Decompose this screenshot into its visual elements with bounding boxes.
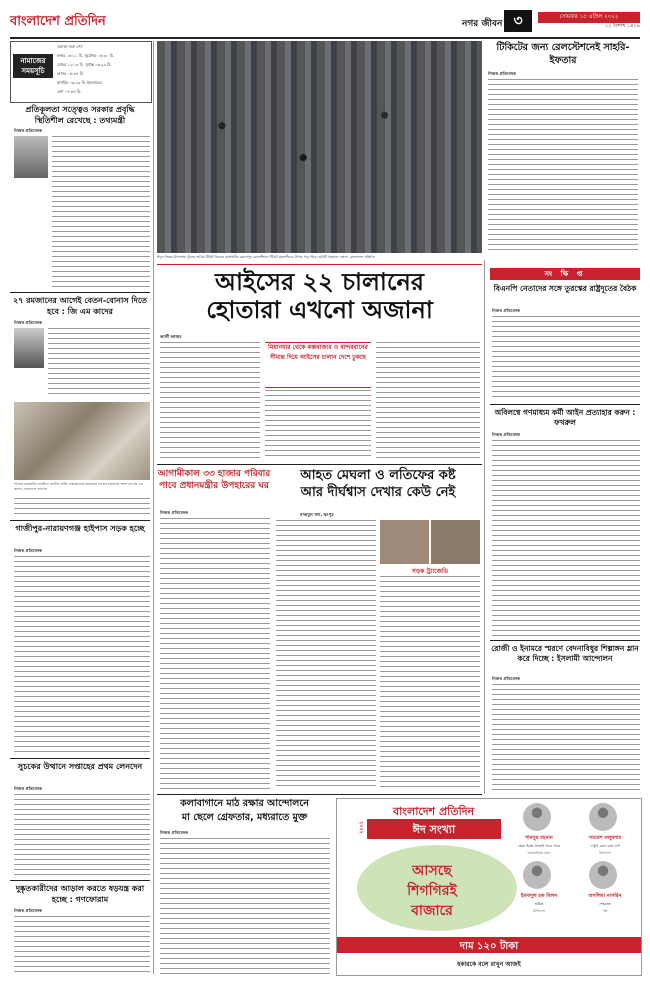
author-work: অর্চিত — [534, 902, 544, 906]
ad-title: ঈদ সংখ্যা — [412, 823, 456, 836]
article-body — [265, 390, 371, 460]
author-work: এখুনি বলে গুপ্ত দর্শে — [590, 844, 620, 848]
prayer-header: ওয়াক্ত শুরু শেষ — [57, 44, 83, 49]
prayer-box — [10, 41, 152, 103]
lead-headline: আইসের ২২ চালানের — [214, 268, 425, 296]
article-headline: সুচকের উত্থানে সপ্তাহের প্রথম লেনদেন — [17, 762, 143, 771]
byline: নিজস্ব প্রতিবেদক — [492, 432, 521, 437]
masthead — [10, 10, 640, 36]
story-tag: সড়ক ট্র্যাজেডি — [411, 568, 449, 575]
article-body — [492, 684, 640, 790]
ad-tagline: শিগগিরই — [407, 883, 457, 899]
author-photo — [523, 803, 551, 831]
article-body — [14, 556, 150, 754]
article-body — [376, 342, 480, 460]
article-headline: দুষ্কৃতকারীদের আড়াল করতে ষড়যন্ত্র করা হচ্ছে : গণফোরাম — [15, 884, 145, 904]
article-body — [52, 136, 150, 288]
pull-quote: মিয়ানমার থেকে কক্সবাজার ও বান্দরবানের সীমান্ত দিয়ে আইসের চালান দেশে ঢুকছে — [265, 342, 371, 388]
ad-order-note: হকারকে বলে রাখুন আজই — [457, 961, 521, 968]
article-headline: প্রতিকূলতা সত্ত্বেও সরকার প্রবৃদ্ধি স্থিতিশীল রেখেছে : তথ্যমন্ত্রী — [25, 105, 135, 125]
section-rule — [157, 264, 482, 265]
byline: নাজমুল হুদা, ঝংপুর — [300, 512, 334, 517]
ad-tagline: আসছে — [412, 863, 452, 879]
divider — [10, 758, 150, 759]
brief-tag: সং ক্ষি প্ত — [490, 268, 640, 280]
prayer-row: ফজর ০৪:১১ মি. সূর্যোদয় ০৫:৩০ মি. — [57, 53, 114, 58]
article-body — [488, 79, 638, 253]
divider — [10, 880, 150, 881]
divider — [10, 520, 150, 521]
article-body — [14, 498, 150, 518]
article-body — [48, 328, 150, 398]
byline: নিজস্ব প্রতিবেদক — [14, 908, 43, 913]
byline: নিজস্ব প্রতিবেদক — [14, 786, 43, 791]
byline: নিজস্ব প্রতিবেদক — [14, 320, 43, 325]
main-photo — [157, 41, 482, 253]
date-line-bangla: ১২ বৈশাখ ১৪২৯ — [604, 23, 640, 29]
logo: বাংলাদেশ প্রতিদিন — [10, 14, 106, 29]
article-body — [14, 794, 150, 876]
article-body — [160, 342, 260, 460]
article-body — [160, 838, 330, 974]
section-title: নগর জীবন — [462, 19, 503, 29]
author-photo — [523, 861, 551, 889]
author-genre: উপন্যাস — [599, 851, 611, 855]
article-headline: টিকিটের জন্য রেলস্টেশনেই সাহরি-ইফতার — [496, 42, 630, 66]
divider — [10, 292, 150, 293]
masthead-rule — [10, 37, 640, 39]
author-genre: উপন্যাস — [533, 909, 545, 913]
author-genre: জমজমিতে রানা — [527, 851, 551, 855]
prayer-row: যোহর ১২:০৩ মি. সূর্যাস্ত ০৬:২৯ মি. — [57, 62, 112, 67]
divider — [157, 464, 482, 465]
article-headline: আর দীর্ঘশ্বাস দেখার কেউ নেই — [300, 485, 456, 500]
ad-tagline: বাজারে — [411, 903, 453, 919]
column-rule — [153, 41, 154, 974]
headshot-photo — [14, 136, 48, 178]
article-body — [276, 520, 376, 790]
photo-pair — [380, 520, 480, 564]
byline: নিজস্ব প্রতিবেদক — [14, 128, 43, 133]
eid-advertisement — [336, 798, 642, 976]
prayer-row: আসর ০৪:৩৭ মি. — [57, 71, 84, 76]
article-headline: আহত মেঘলা ও লতিফের কষ্ট — [300, 468, 456, 483]
article-headline: কলাবাগানে মাঠ রক্ষার আন্দোলনে — [180, 798, 309, 809]
brief-headline: বিএনপি নেতাদের সঙ্গে তুরস্কের রাষ্ট্রদূতের বৈঠক — [493, 284, 637, 293]
byline: নিজস্ব প্রতিবেদক — [492, 308, 521, 313]
author-work: শেহরাজ — [599, 902, 611, 906]
page-number: ৩ — [504, 10, 532, 32]
divider — [490, 404, 640, 405]
article-headline: আগামীকাল ৩৩ হাজার পরিবার পাবে প্রধানমন্ত্রীর উপহারের ঘর — [157, 469, 271, 491]
author-name: শামসুর রহমান — [525, 835, 553, 841]
byline: নিজস্ব প্রতিবেদক — [492, 676, 521, 681]
byline: নিজস্ব প্রতিবেদক — [160, 830, 189, 835]
article-body — [160, 518, 270, 790]
author-name: তসলিমা নাসরিন — [588, 893, 622, 899]
brief-headline: রোজী ও ইনামরে স্মরণে বেদনাবিধুর শিল্পাঙ্গন ম্লান করে দিচ্ছে : ইসলামী আন্দোলন — [491, 644, 639, 663]
article-headline: ২৭ রমজানের আগেই বেতন-বোনাস দিতে হবে : জি এম কাদের — [12, 296, 148, 316]
byline: আলী আজম — [160, 334, 182, 339]
column-rule — [484, 260, 485, 794]
photo-caption: শনিবার রাজধানীর বনানীতে জাতীয় পার্টির চেয়ারম্যানের কার্যালয়ে ইফতার মাহফিলে অংশ নেন জি এম কাদের -বাংলাদেশ প্রতিদিন — [14, 482, 143, 491]
article-body — [380, 576, 480, 790]
main-photo-caption: ঈদুল ফিতর উপলক্ষে ট্রেনের অগ্রিম টিকিট কিনতে রাজধানীর কমলাপুর রেলস্টেশনে টিকিট প্রত্যাশীদের উপচে পড়া ভিড়। ছবিটি গতকাল তোলা -বাংলাদেশ প্রতিদিন — [157, 255, 376, 259]
byline: নিজস্ব প্রতিবেদক — [14, 548, 43, 553]
event-photo — [14, 402, 150, 480]
headshot-photo — [14, 328, 44, 368]
ad-logo: বাংলাদেশ প্রতিদিন — [393, 805, 475, 818]
author-photo — [589, 803, 617, 831]
article-body — [492, 440, 640, 636]
article-body — [492, 316, 640, 400]
author-genre: গল্প — [602, 909, 608, 913]
article-headline: মা ছেলে গ্রেফতার, মধ্যরাতে মুক্ত — [181, 812, 308, 823]
author-name: ইমদাদুল হক মিলন — [520, 893, 558, 899]
top-right-article — [486, 41, 640, 253]
divider — [490, 640, 640, 641]
ad-price: দাম ১২০ টাকা — [459, 941, 519, 952]
divider — [157, 794, 482, 795]
date-line: সোমবার ১৫ এপ্রিল ২০২২ — [538, 12, 640, 23]
brief-headline: অবিলম্বে গণমাধ্যম কর্মী আইন প্রত্যাহার করুন : ফখরুল — [494, 408, 636, 427]
ad-year: ২০২২ — [358, 821, 364, 835]
author-name: সমরেশ মজুমদার — [588, 835, 622, 841]
lead-headline: হোতারা এখনো অজানা — [206, 296, 433, 324]
article-body — [14, 916, 150, 974]
prayer-title: নামাজের সময়সূচি — [13, 54, 53, 78]
left-column — [10, 104, 150, 974]
byline: নিজস্ব প্রতিবেদক — [160, 510, 189, 515]
article-headline: গাজীপুর-নারায়ণগঞ্জ হাইপাস সড়ক হচ্ছে — [15, 524, 145, 533]
byline: নিজস্ব প্রতিবেদক — [488, 71, 517, 76]
author-photo — [589, 861, 617, 889]
prayer-row: মাগরিব ০৬:২৯ মি. ইফতারের — [57, 80, 102, 85]
prayer-row: এশা ০৭:৪৪ মি. — [57, 89, 82, 94]
author-work: যেমন ইচ্ছে সাজাই সারে সারে — [517, 844, 561, 848]
